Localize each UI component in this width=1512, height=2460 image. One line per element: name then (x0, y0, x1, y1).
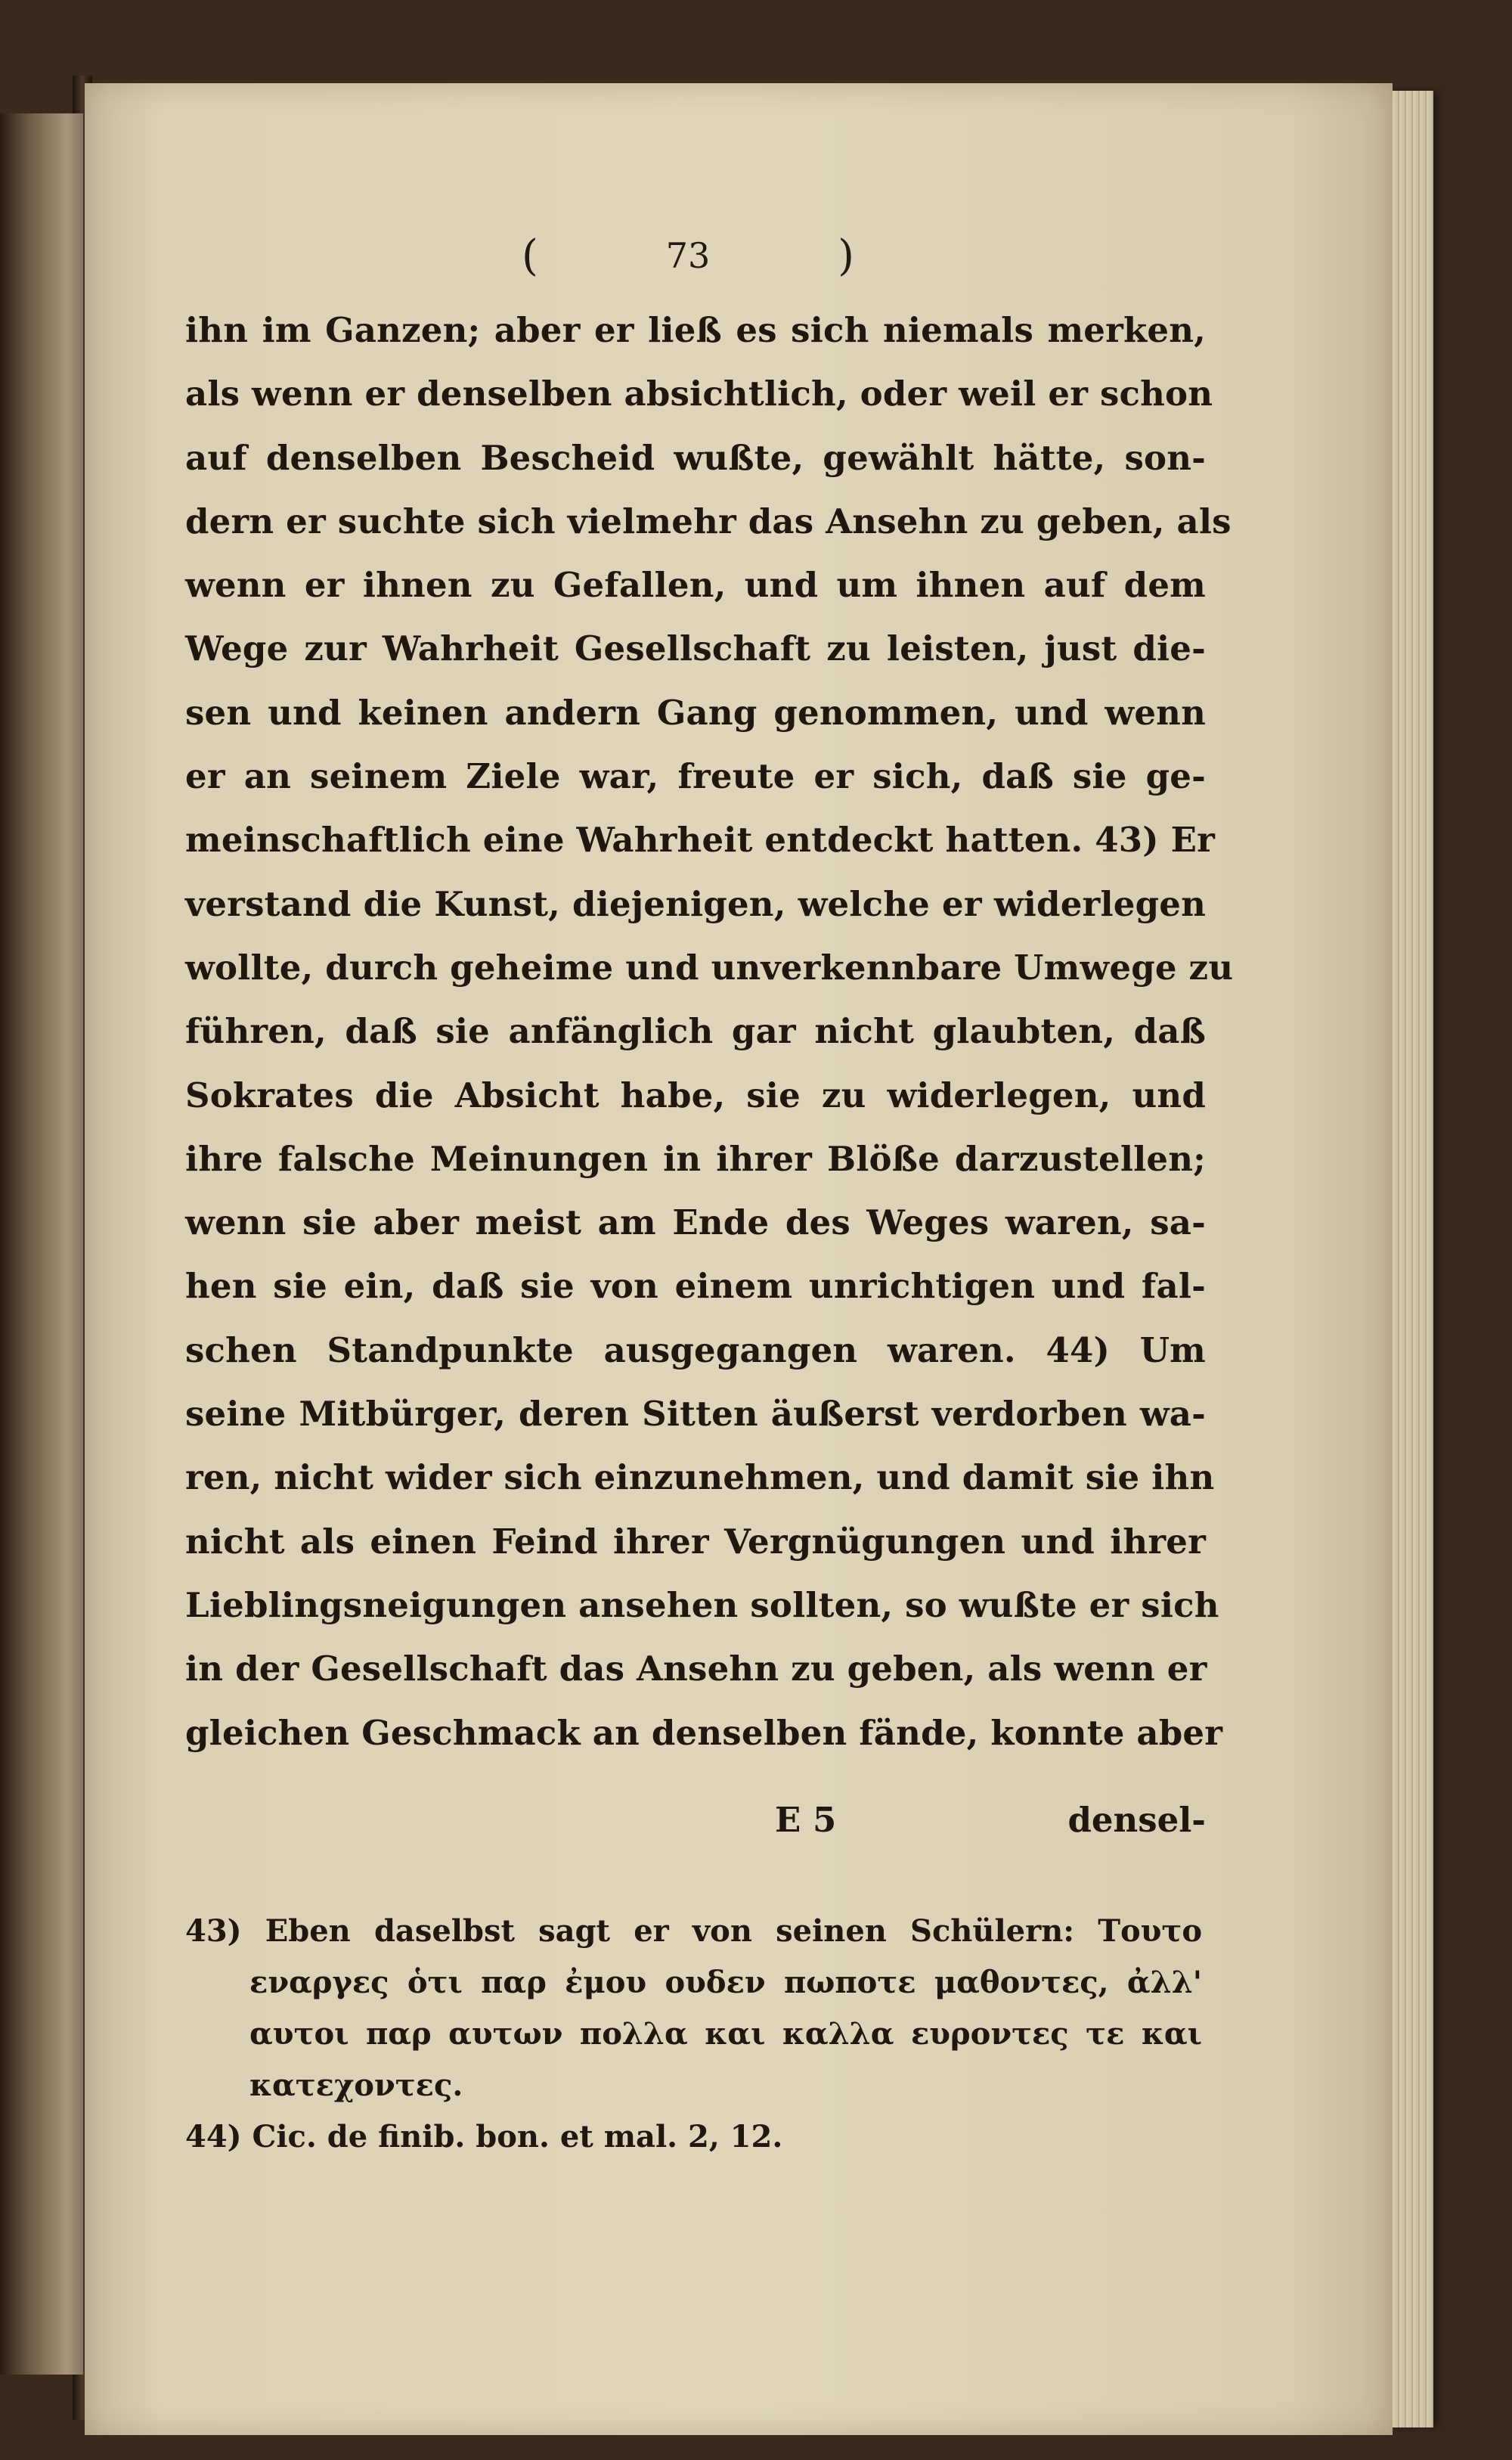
signature-line (185, 1788, 1206, 1852)
text-line: ihre falsche Meinungen in ihrer Blöße darzustellen; (185, 1138, 1206, 1179)
footnote-line: 43) Eben daselbst sagt er von seinen Schülern: Τουτο (185, 1913, 1202, 1949)
text-line: auf denselben Bescheid wußte, gewählt hätte, son- (185, 437, 1206, 478)
text-line: Sokrates die Absicht habe, sie zu widerlegen, und (185, 1075, 1206, 1115)
header-open-paren: ( (522, 231, 538, 281)
text-line: seine Mitbürger, deren Sitten äußerst verdorben wa- (185, 1394, 1206, 1435)
text-line: schen Standpunkte ausgegangen waren. 44) Um (185, 1329, 1206, 1370)
text-line: dern er suchte sich vielmehr das Ansehn zu geben, als (185, 501, 1232, 541)
text-line: wenn sie aber meist am Ende des Weges waren, sa- (185, 1202, 1206, 1243)
text-line: Wege zur Wahrheit Gesellschaft zu leisten, just die- (185, 628, 1206, 669)
footnotes (185, 1906, 1202, 2163)
text-line: ren, nicht wider sich einzunehmen, und damit sie ihn (185, 1457, 1215, 1498)
text-line: wollte, durch geheime und unverkennbare Umwege zu (185, 947, 1234, 988)
signature-mark: E 5 (775, 1800, 837, 1840)
page-number: 73 (665, 235, 711, 276)
main-text (185, 299, 1234, 1765)
text-line: sen und keinen andern Gang genommen, und wenn (185, 692, 1206, 733)
facing-page-edge (0, 113, 83, 2375)
header-close-paren: ) (838, 231, 854, 281)
page-header (522, 225, 854, 286)
footnote-line: εναργες ὁτι παρ ἐμου ουδεν πωποτε μαθοντες, ἀλλ' (249, 1965, 1202, 2000)
text-line: gleichen Geschmack an denselben fände, konnte aber (185, 1712, 1223, 1753)
text-line: er an seinem Ziele war, freute er sich, daß sie ge- (185, 756, 1206, 797)
text-line: wenn er ihnen zu Gefallen, und um ihnen auf dem (185, 565, 1206, 606)
footnote-line: κατεχοντες. (249, 2068, 463, 2103)
text-line: nicht als einen Feind ihrer Vergnügungen und ihrer (185, 1521, 1206, 1562)
text-line: ihn im Ganzen; aber er ließ es sich niemals merken, (185, 310, 1206, 350)
catchword: densel- (1067, 1800, 1206, 1840)
text-line: in der Gesellschaft das Ansehn zu geben, als wenn er (185, 1649, 1207, 1689)
footnote-line: 44) Cic. de finib. bon. et mal. 2, 12. (185, 2119, 783, 2154)
text-line: verstand die Kunst, diejenigen, welche er widerlegen (185, 883, 1206, 924)
text-line: als wenn er denselben absichtlich, oder weil er schon (185, 374, 1213, 414)
footnote-line: αυτοι παρ αυτων πολλα και καλλα ευροντες τε και (249, 2016, 1202, 2052)
text-line: meinschaftlich eine Wahrheit entdeckt hatten. 43) Er (185, 820, 1216, 861)
text-line: hen sie ein, daß sie von einem unrichtigen und fal- (185, 1266, 1206, 1307)
text-line: führen, daß sie anfänglich gar nicht glaubten, daß (185, 1011, 1206, 1052)
page-stack-edge (1388, 91, 1433, 2427)
text-line: Lieblingsneigungen ansehen sollten, so wußte er sich (185, 1584, 1219, 1625)
